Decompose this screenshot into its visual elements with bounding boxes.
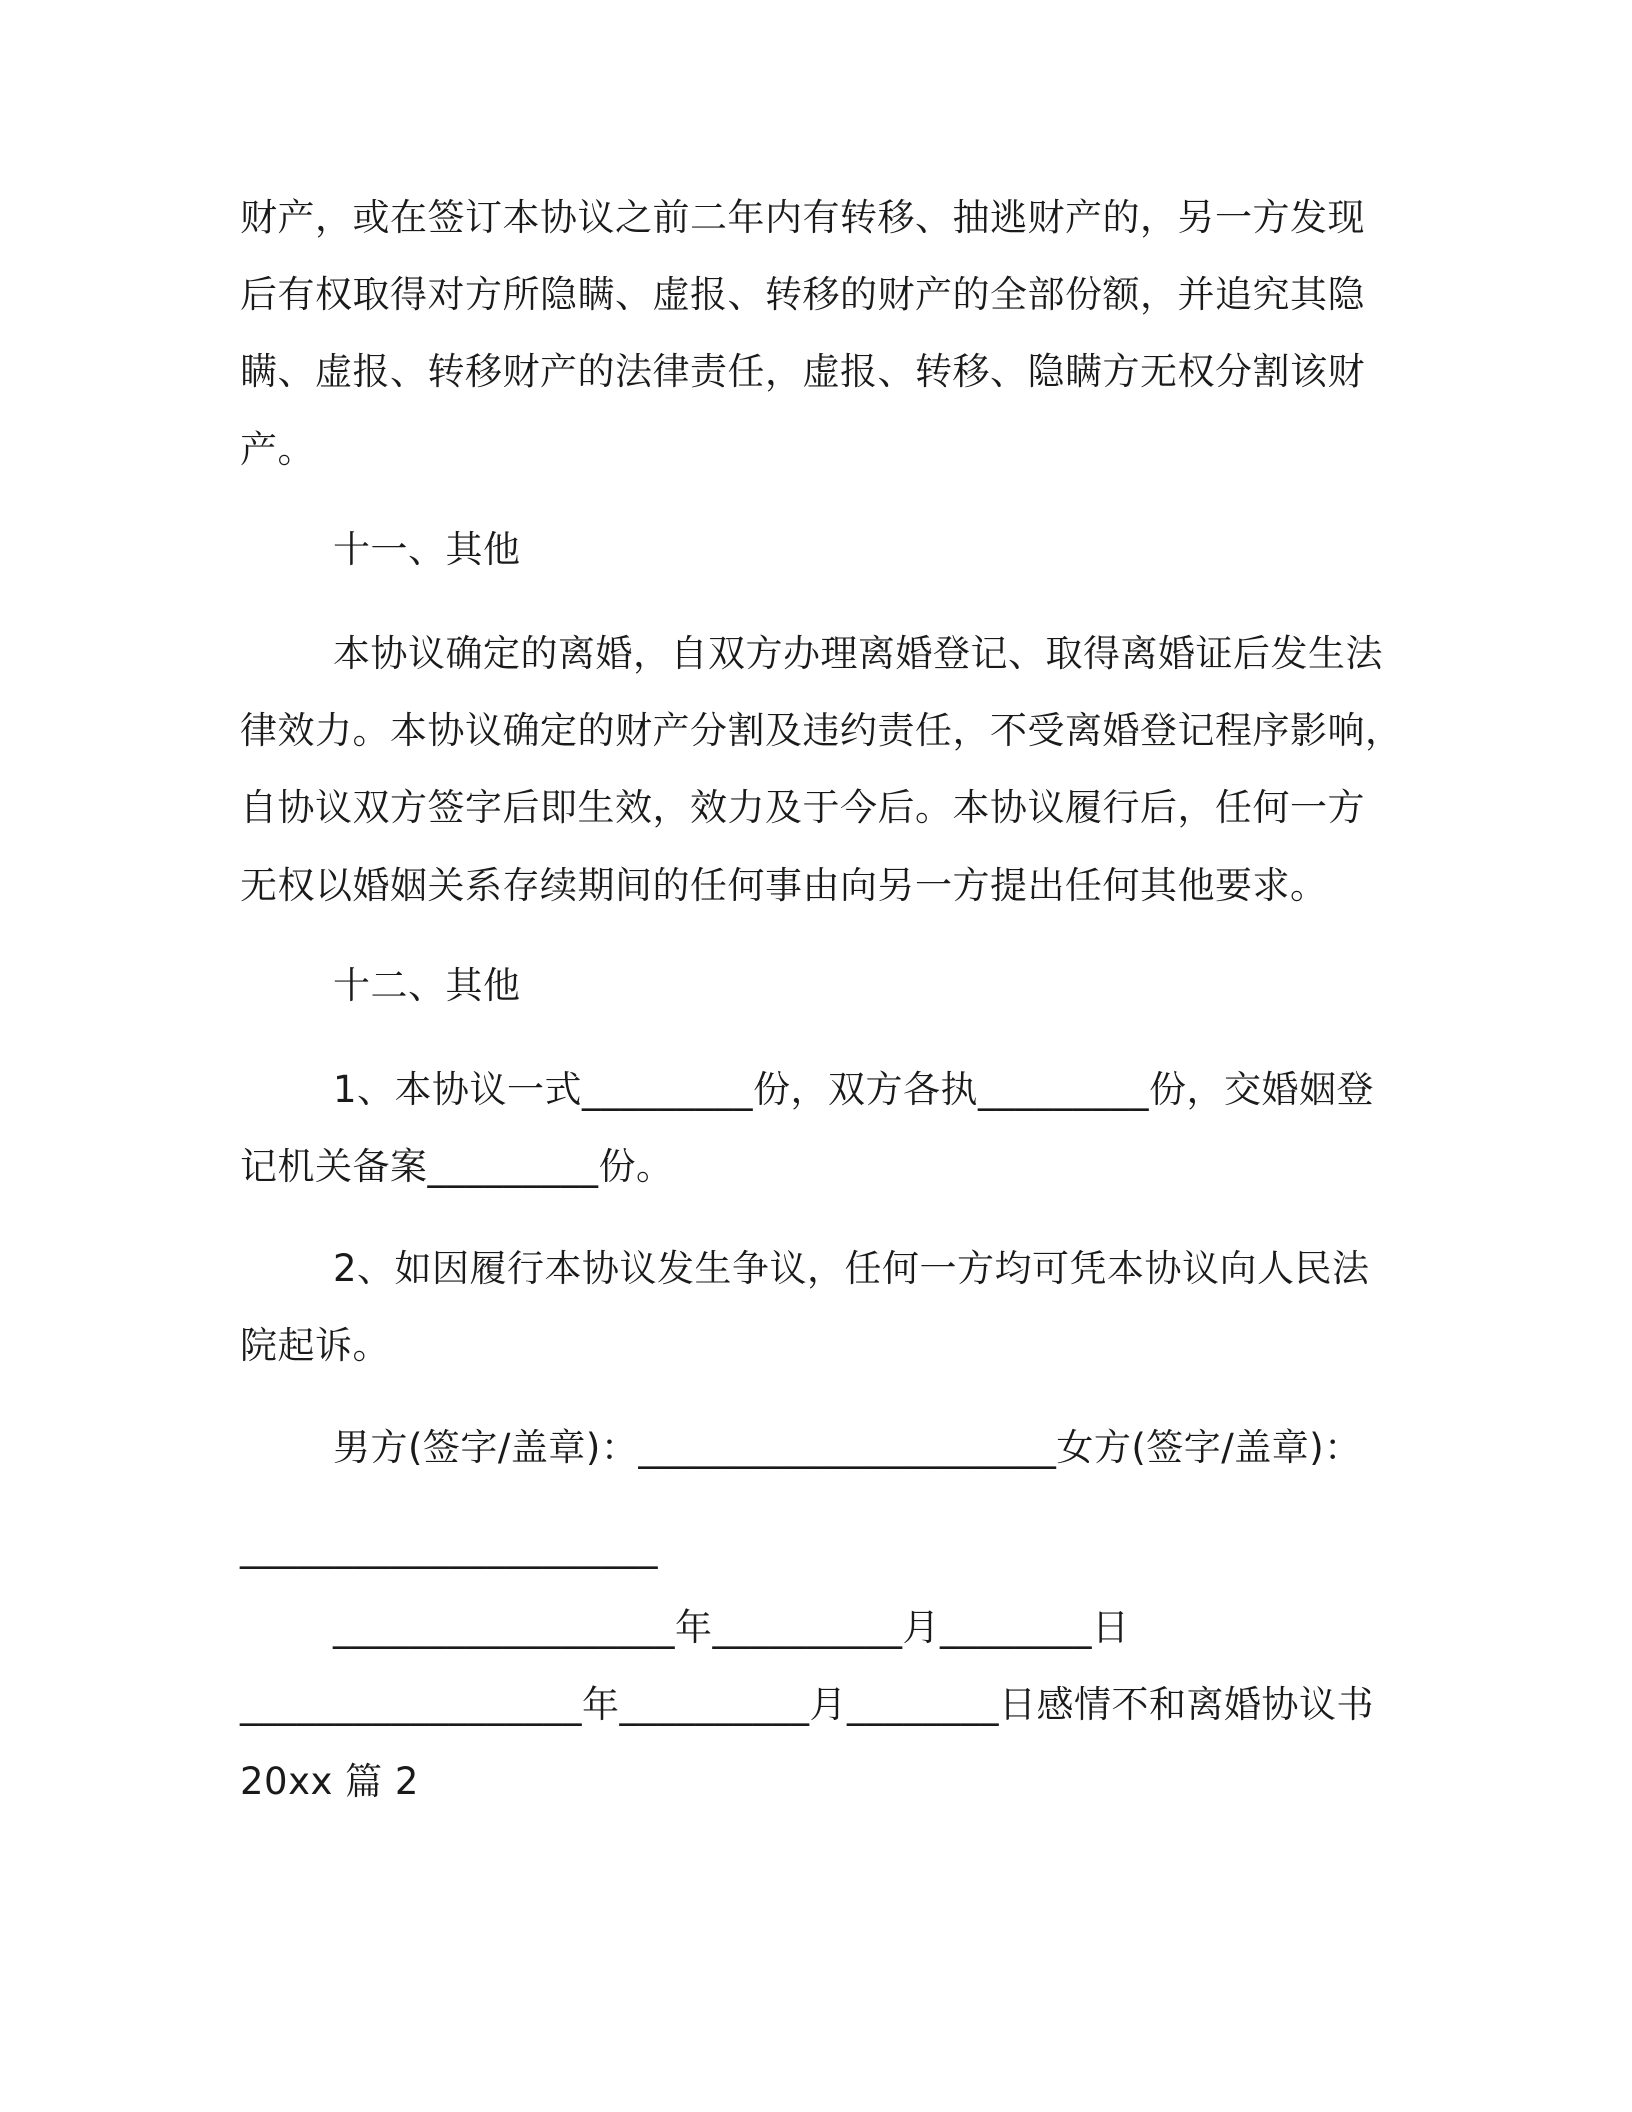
paragraph-line: 后有权取得对方所隐瞒、虚报、转移的财产的全部份额，并追究其隐 [240,273,1365,316]
section-title: 20xx 篇 2 [240,1760,419,1803]
paragraph-line: 无权以婚姻关系存续期间的任何事由向另一方提出任何其他要求。 [240,864,1328,907]
section-heading: 十一、其他 [333,528,521,571]
paragraph-line: 本协议确定的离婚，自双方办理离婚登记、取得离婚证后发生法 [333,632,1383,675]
paragraph-line: 2、如因履行本协议发生争议，任何一方均可凭本协议向人民法 [333,1247,1370,1290]
paragraph-line: 院起诉。 [240,1324,390,1367]
section-heading: 十二、其他 [333,964,521,1007]
paragraph-line: 自协议双方签字后即生效，效力及于今后。本协议履行后，任何一方 [240,786,1365,829]
paragraph-line: 产。 [240,428,315,471]
date-line: __________________年__________月________日 [333,1606,1130,1649]
paragraph-line: 1、本协议一式_________份，双方各执_________份，交婚姻登 [333,1068,1375,1111]
signature-line: 男方(签字/盖章)：______________________女方(签字/盖章)： [333,1426,1362,1469]
signature-line: ______________________ [240,1526,658,1569]
date-line: __________________年__________月________日感情不和离婚协议书 [240,1683,1374,1726]
paragraph-line: 律效力。本协议确定的财产分割及违约责任，不受离婚登记程序影响， [240,709,1403,752]
paragraph-line: 记机关备案_________份。 [240,1145,674,1188]
paragraph-line: 瞒、虚报、转移财产的法律责任，虚报、转移、隐瞒方无权分割该财 [240,350,1365,393]
paragraph-line: 财产，或在签订本协议之前二年内有转移、抽逃财产的，另一方发现 [240,196,1365,239]
